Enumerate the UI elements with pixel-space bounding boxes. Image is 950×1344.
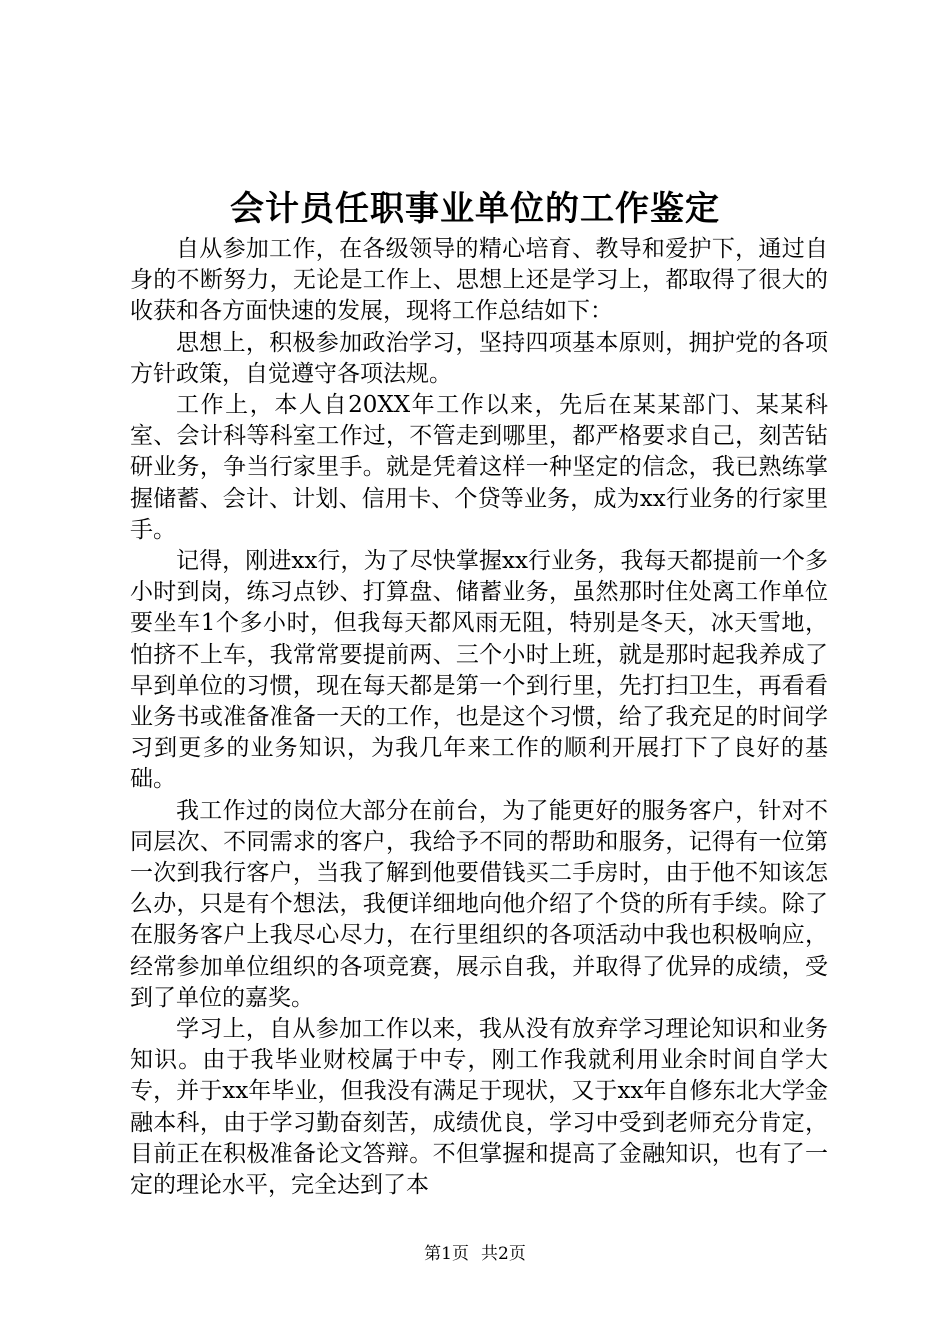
document-body — [130, 234, 828, 1201]
page-number: 第1页 — [424, 1244, 469, 1264]
page-total: 共2页 — [481, 1244, 526, 1264]
paragraph-thought: 思想上，积极参加政治学习，坚持四项基本原则，拥护党的各项方针政策，自觉遵守各项法规。 — [130, 329, 828, 387]
document-title: 会计员任职事业单位的工作鉴定 — [230, 189, 720, 229]
page-footer — [0, 1243, 950, 1265]
paragraph-service: 我工作过的岗位大部分在前台，为了能更好的服务客户，针对不同层次、不同需求的客户，我给予不同的帮助和服务，记得有一位第一次到我行客户，当我了解到他要借钱买二手房时，由于他不知该怎么办，只是有个想法，我便详细地向他介绍了个贷的所有手续。除了在服务客户上我尽心尽力，在行里组织的各项活动中我也积极响应，经常参加单位组织的各项竞赛，展示自我，并取得了优异的成绩，受到了单位的嘉奖。 — [130, 797, 828, 1011]
paragraph-work: 工作上，本人自20XX年工作以来，先后在某某部门、某某科室、会计科等科室工作过，不管走到哪里，都严格要求自己，刻苦钻研业务，争当行家里手。就是凭着这样一种坚定的信念，我已熟练掌握储蓄、会计、计划、信用卡、个贷等业务，成为xx行业务的行家里手。 — [130, 392, 828, 543]
paragraph-study: 学习上，自从参加工作以来，我从没有放弃学习理论知识和业务知识。由于我毕业财校属于中专，刚工作我就利用业余时间自学大专，并于xx年毕业，但我没有满足于现状，又于xx年自修东北大学金融本科，由于学习勤奋刻苦，成绩优良，学习中受到老师充分肯定，目前正在积极准备论文答辩。不但掌握和提高了金融知识，也有了一定的理论水平，完全达到了本 — [130, 1016, 828, 1199]
paragraph-memory: 记得，刚进xx行，为了尽快掌握xx行业务，我每天都提前一个多小时到岗，练习点钞、打算盘、储蓄业务，虽然那时住处离工作单位要坐车1个多小时，但我每天都风雨无阻，特别是冬天，冰天雪地，怕挤不上车，我常常要提前两、三个小时上班，就是那时起我养成了早到单位的习惯，现在每天都是第一个到行里，先打扫卫生，再看看业务书或准备准备一天的工作，也是这个习惯，给了我充足的时间学习到更多的业务知识，为我几年来工作的顺利开展打下了良好的基础。 — [130, 548, 828, 793]
paragraph-intro: 自从参加工作，在各级领导的精心培育、教导和爱护下，通过自身的不断努力，无论是工作上、思想上还是学习上，都取得了很大的收获和各方面快速的发展，现将工作总结如下： — [130, 236, 828, 325]
